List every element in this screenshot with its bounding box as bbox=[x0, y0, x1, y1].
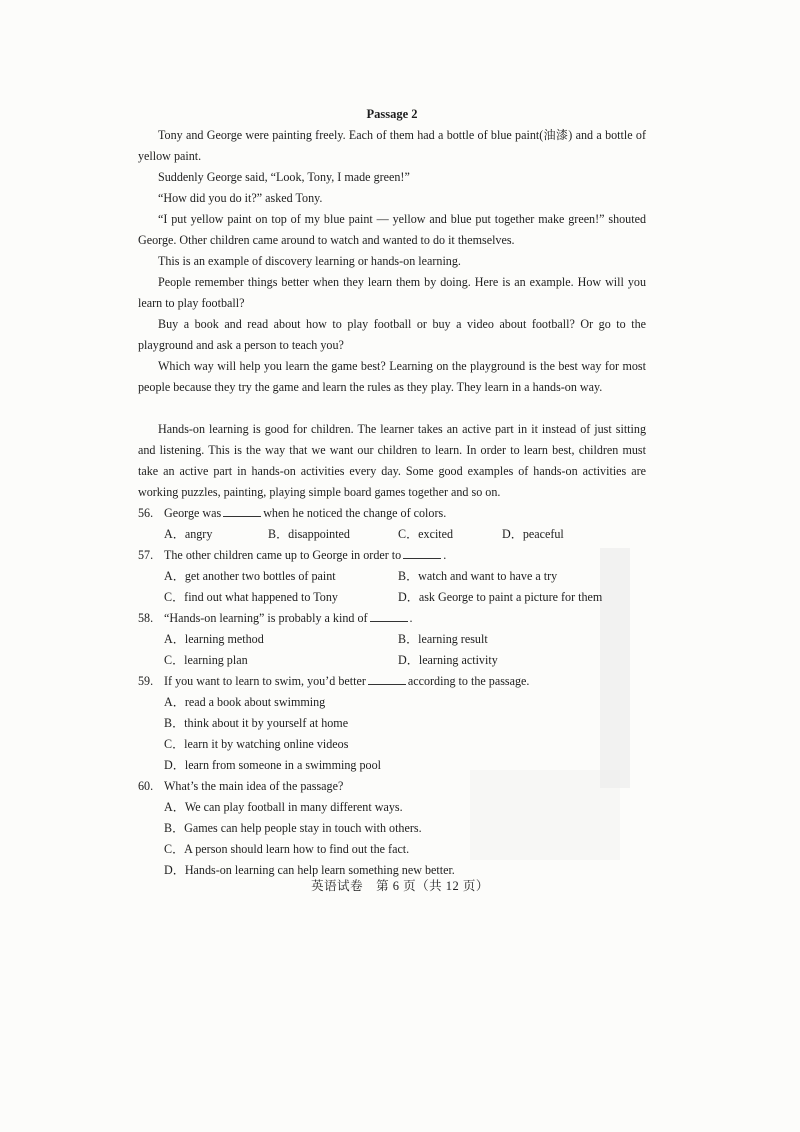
question-number: 56. bbox=[138, 506, 154, 520]
question-number: 60. bbox=[138, 779, 154, 793]
question-stem: “Hands-on learning” is probably a kind of bbox=[164, 611, 368, 625]
question-57 bbox=[138, 545, 646, 566]
option-a[interactable]: A．We can play football in many different ways. bbox=[164, 800, 403, 814]
option-b[interactable]: B．disappointed bbox=[268, 527, 350, 541]
question-58 bbox=[138, 608, 646, 629]
option-a[interactable]: A．learning method bbox=[164, 632, 264, 646]
option-d[interactable]: D．Hands-on learning can help learn something new better. bbox=[164, 863, 455, 877]
paragraph: “I put yellow paint on top of my blue paint — yellow and blue put together make green!” shouted George. Other children came around to watch and wanted to do it themselves. bbox=[138, 212, 646, 247]
option-d[interactable]: D．ask George to paint a picture for them bbox=[398, 590, 603, 604]
option-c[interactable]: C．excited bbox=[398, 527, 454, 541]
question-stem: The other children came up to George in order to bbox=[164, 548, 402, 562]
answer-blank[interactable] bbox=[223, 503, 261, 517]
question-stem: If you want to learn to swim, you’d better bbox=[164, 674, 366, 688]
option-b[interactable]: B．Games can help people stay in touch with others. bbox=[164, 821, 422, 835]
passage-content bbox=[138, 104, 646, 881]
question-59 bbox=[138, 671, 646, 692]
options-row bbox=[138, 650, 646, 671]
answer-blank[interactable] bbox=[370, 608, 408, 622]
option-a[interactable]: A．read a book about swimming bbox=[164, 695, 326, 709]
paragraph: People remember things better when they learn them by doing. Here is an example. How will you learn to play football? bbox=[138, 275, 646, 310]
answer-blank[interactable] bbox=[368, 671, 406, 685]
option-b[interactable]: B．think about it by yourself at home bbox=[164, 716, 349, 730]
paragraph: Which way will help you learn the game best? Learning on the playground is the best way for most people because they try the game and learn the rules as they play. They learn in a hands-on way. bbox=[138, 359, 646, 394]
question-stem: George was bbox=[164, 506, 222, 520]
options-row bbox=[138, 524, 646, 545]
option-c[interactable]: C．find out what happened to Tony bbox=[164, 590, 338, 604]
option-c[interactable]: C．learn it by watching online videos bbox=[164, 737, 349, 751]
option-a[interactable]: A．get another two bottles of paint bbox=[164, 569, 336, 583]
option-b[interactable]: B．learning result bbox=[398, 632, 488, 646]
question-stem: . bbox=[409, 611, 413, 625]
options-row bbox=[138, 566, 646, 587]
question-stem: according to the passage. bbox=[407, 674, 530, 688]
question-60 bbox=[138, 776, 646, 797]
question-stem: . bbox=[443, 548, 447, 562]
option-a[interactable]: A．angry bbox=[164, 527, 213, 541]
option-b[interactable]: B．watch and want to have a try bbox=[398, 569, 558, 583]
options-row bbox=[138, 587, 646, 608]
paragraph: “How did you do it?” asked Tony. bbox=[158, 191, 323, 205]
question-stem: What’s the main idea of the passage? bbox=[164, 779, 344, 793]
option-d[interactable]: D．learn from someone in a swimming pool bbox=[164, 758, 381, 772]
paragraph: Suddenly George said, “Look, Tony, I made green!” bbox=[158, 170, 410, 184]
option-d[interactable]: D．learning activity bbox=[398, 653, 498, 667]
answer-blank[interactable] bbox=[403, 545, 441, 559]
option-c[interactable]: C．learning plan bbox=[164, 653, 248, 667]
options-row bbox=[138, 629, 646, 650]
question-56 bbox=[138, 503, 646, 524]
passage-title: Passage 2 bbox=[366, 107, 418, 121]
question-number: 58. bbox=[138, 611, 154, 625]
page-footer: 英语试卷 第 6 页（共 12 页） bbox=[311, 879, 489, 893]
option-d[interactable]: D．peaceful bbox=[502, 527, 564, 541]
paragraph: Tony and George were painting freely. Each of them had a bottle of blue paint(油漆) and a bottle of yellow paint. bbox=[138, 128, 646, 163]
paragraph: Hands-on learning is good for children. The learner takes an active part in it instead of just sitting and listening. This is the way that we want our children to learn. In order to learn best, children must take an active part in hands-on activities every day. Some good examples of hands-on activities are working puzzles, painting, playing simple board games together and so on. bbox=[138, 422, 646, 499]
question-number: 59. bbox=[138, 674, 154, 688]
question-stem: when he noticed the change of colors. bbox=[263, 506, 447, 520]
paragraph: Buy a book and read about how to play football or buy a video about football? Or go to the playground and ask a person to teach you? bbox=[138, 317, 646, 352]
option-c[interactable]: C．A person should learn how to find out the fact. bbox=[164, 842, 410, 856]
question-number: 57. bbox=[138, 548, 154, 562]
paragraph: This is an example of discovery learning or hands-on learning. bbox=[158, 254, 461, 268]
